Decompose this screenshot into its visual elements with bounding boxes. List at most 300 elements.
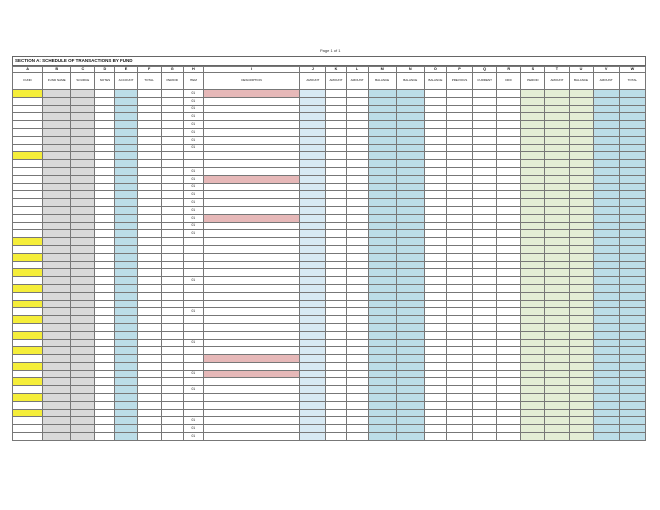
table-cell (424, 230, 446, 238)
table-cell (346, 331, 368, 339)
table-cell (95, 331, 115, 339)
table-row (13, 300, 646, 308)
amount-value-cell (545, 409, 569, 417)
table-cell (161, 339, 183, 347)
description-cell (203, 308, 299, 316)
table-body (13, 90, 646, 441)
item-cell: 01 (183, 214, 203, 222)
table-cell (446, 167, 472, 175)
table-cell (95, 300, 115, 308)
table-cell (71, 105, 95, 113)
column-header: DESCRIPTION (203, 73, 299, 90)
table-cell (424, 323, 446, 331)
balance-cell (368, 378, 396, 386)
table-row (13, 206, 646, 214)
total-cell (619, 97, 645, 105)
table-cell (71, 253, 95, 261)
period-value-cell (521, 152, 545, 160)
table-cell (473, 222, 497, 230)
table-cell (161, 362, 183, 370)
amount-total-cell (593, 97, 619, 105)
table-cell (396, 308, 424, 316)
balance-cell (368, 362, 396, 370)
table-cell (95, 238, 115, 246)
description-cell (203, 339, 299, 347)
amount-cell (300, 152, 326, 160)
fund-cell (13, 152, 43, 160)
table-cell (446, 269, 472, 277)
table-cell (446, 160, 472, 168)
period-value-cell (521, 199, 545, 207)
period-cell (137, 183, 161, 191)
column-letter: W (619, 67, 645, 73)
item-cell (183, 331, 203, 339)
table-cell (115, 105, 137, 113)
diff-cell (497, 175, 521, 183)
column-header: ITEM (183, 73, 203, 90)
balance-value-cell (569, 136, 593, 144)
table-cell (115, 90, 137, 98)
period-cell (137, 394, 161, 402)
item-cell: 01 (183, 128, 203, 136)
table-cell (446, 97, 472, 105)
table-cell (446, 316, 472, 324)
table-cell (473, 323, 497, 331)
table-cell (161, 199, 183, 207)
balance-value-cell (569, 90, 593, 98)
table-cell (446, 347, 472, 355)
amount-cell (300, 183, 326, 191)
description-cell (203, 160, 299, 168)
table-cell (473, 331, 497, 339)
column-header: FUND NAME (43, 73, 71, 90)
table-cell (71, 167, 95, 175)
description-cell (203, 230, 299, 238)
description-cell (203, 300, 299, 308)
table-cell (326, 245, 346, 253)
period-cell (137, 222, 161, 230)
table-cell (95, 97, 115, 105)
table-cell (473, 409, 497, 417)
table-cell (346, 230, 368, 238)
table-cell (95, 261, 115, 269)
table-cell (473, 339, 497, 347)
balance-value-cell (569, 191, 593, 199)
table-cell (326, 128, 346, 136)
period-value-cell (521, 339, 545, 347)
amount-cell (300, 355, 326, 363)
table-cell (473, 105, 497, 113)
item-cell (183, 355, 203, 363)
table-cell (446, 323, 472, 331)
table-cell (446, 401, 472, 409)
table-cell (71, 394, 95, 402)
column-header: SOURCE (71, 73, 95, 90)
item-cell (183, 269, 203, 277)
table-cell (396, 417, 424, 425)
total-cell (619, 238, 645, 246)
period-value-cell (521, 183, 545, 191)
amount-value-cell (545, 97, 569, 105)
table-cell (161, 136, 183, 144)
diff-cell (497, 370, 521, 378)
table-row (13, 183, 646, 191)
description-cell (203, 269, 299, 277)
fund-cell (13, 167, 43, 175)
item-cell: 01 (183, 417, 203, 425)
balance-value-cell (569, 253, 593, 261)
balance-cell (368, 230, 396, 238)
table-row (13, 323, 646, 331)
amount-value-cell (545, 160, 569, 168)
table-cell (473, 362, 497, 370)
period-value-cell (521, 128, 545, 136)
table-cell (71, 339, 95, 347)
amount-value-cell (545, 277, 569, 285)
table-cell (161, 144, 183, 152)
amount-total-cell (593, 175, 619, 183)
amount-value-cell (545, 121, 569, 129)
amount-total-cell (593, 331, 619, 339)
table-cell (161, 323, 183, 331)
table-cell (43, 121, 71, 129)
amount-total-cell (593, 347, 619, 355)
table-cell (326, 316, 346, 324)
table-cell (346, 144, 368, 152)
table-cell (346, 245, 368, 253)
period-cell (137, 253, 161, 261)
table-cell (115, 417, 137, 425)
table-row (13, 261, 646, 269)
table-cell (115, 401, 137, 409)
table-cell (396, 121, 424, 129)
column-letter: P (446, 67, 472, 73)
amount-cell (300, 238, 326, 246)
table-row (13, 113, 646, 121)
table-cell (424, 362, 446, 370)
table-cell (396, 214, 424, 222)
amount-value-cell (545, 284, 569, 292)
period-value-cell (521, 261, 545, 269)
table-cell (396, 105, 424, 113)
table-row (13, 417, 646, 425)
table-cell (326, 199, 346, 207)
table-cell (446, 433, 472, 441)
balance-value-cell (569, 292, 593, 300)
table-cell (396, 90, 424, 98)
column-letter: E (115, 67, 137, 73)
balance-value-cell (569, 144, 593, 152)
table-row (13, 160, 646, 168)
table-cell (396, 362, 424, 370)
amount-total-cell (593, 113, 619, 121)
column-header: PERIOD (521, 73, 545, 90)
balance-cell (368, 206, 396, 214)
table-cell (71, 214, 95, 222)
table-cell (396, 425, 424, 433)
fund-cell (13, 417, 43, 425)
period-cell (137, 144, 161, 152)
table-row (13, 277, 646, 285)
table-cell (115, 238, 137, 246)
table-cell (446, 292, 472, 300)
table-cell (71, 128, 95, 136)
amount-total-cell (593, 269, 619, 277)
balance-cell (368, 277, 396, 285)
period-value-cell (521, 355, 545, 363)
period-cell (137, 331, 161, 339)
table-cell (71, 277, 95, 285)
diff-cell (497, 386, 521, 394)
page-header-center: Page 1 of 1 (320, 48, 341, 53)
table-cell (115, 284, 137, 292)
period-value-cell (521, 253, 545, 261)
item-cell: 01 (183, 191, 203, 199)
item-cell (183, 261, 203, 269)
period-value-cell (521, 425, 545, 433)
table-cell (473, 113, 497, 121)
table-cell (161, 238, 183, 246)
amount-cell (300, 394, 326, 402)
table-cell (446, 308, 472, 316)
table-cell (424, 308, 446, 316)
total-cell (619, 331, 645, 339)
amount-value-cell (545, 339, 569, 347)
diff-cell (497, 355, 521, 363)
amount-total-cell (593, 206, 619, 214)
table-cell (71, 90, 95, 98)
table-cell (115, 394, 137, 402)
table-row (13, 253, 646, 261)
table-cell (473, 238, 497, 246)
amount-value-cell (545, 245, 569, 253)
amount-total-cell (593, 199, 619, 207)
total-cell (619, 284, 645, 292)
table-cell (326, 160, 346, 168)
table-cell (473, 175, 497, 183)
table-cell (346, 433, 368, 441)
table-cell (71, 284, 95, 292)
table-cell (161, 292, 183, 300)
diff-cell (497, 128, 521, 136)
balance-value-cell (569, 214, 593, 222)
period-value-cell (521, 245, 545, 253)
table-cell (95, 160, 115, 168)
table-cell (446, 362, 472, 370)
item-cell (183, 347, 203, 355)
diff-cell (497, 409, 521, 417)
fund-cell (13, 370, 43, 378)
table-cell (446, 394, 472, 402)
table-cell (115, 136, 137, 144)
fund-cell (13, 300, 43, 308)
description-cell (203, 97, 299, 105)
period-cell (137, 300, 161, 308)
table-cell (473, 401, 497, 409)
amount-cell (300, 105, 326, 113)
table-cell (71, 113, 95, 121)
table-cell (396, 238, 424, 246)
table-cell (161, 222, 183, 230)
table-cell (115, 97, 137, 105)
table-cell (396, 136, 424, 144)
amount-total-cell (593, 316, 619, 324)
table-row (13, 175, 646, 183)
table-cell (43, 238, 71, 246)
table-cell (446, 300, 472, 308)
table-cell (396, 347, 424, 355)
table-row (13, 238, 646, 246)
period-cell (137, 339, 161, 347)
table-cell (473, 386, 497, 394)
period-value-cell (521, 97, 545, 105)
balance-cell (368, 214, 396, 222)
table-row (13, 433, 646, 441)
table-cell (95, 394, 115, 402)
table-cell (424, 206, 446, 214)
column-letter: G (161, 67, 183, 73)
report-title-bar (12, 56, 646, 66)
period-value-cell (521, 292, 545, 300)
table-cell (161, 308, 183, 316)
amount-total-cell (593, 160, 619, 168)
amount-value-cell (545, 331, 569, 339)
amount-cell (300, 269, 326, 277)
column-letter: A (13, 67, 43, 73)
table-cell (473, 433, 497, 441)
table-cell (95, 191, 115, 199)
table-cell (396, 128, 424, 136)
table-cell (424, 113, 446, 121)
amount-cell (300, 401, 326, 409)
table-cell (473, 230, 497, 238)
balance-value-cell (569, 238, 593, 246)
amount-cell (300, 144, 326, 152)
table-cell (161, 394, 183, 402)
column-letter: I (203, 67, 299, 73)
balance-value-cell (569, 300, 593, 308)
table-cell (71, 183, 95, 191)
table-cell (346, 167, 368, 175)
table-row (13, 167, 646, 175)
period-cell (137, 199, 161, 207)
amount-value-cell (545, 214, 569, 222)
period-value-cell (521, 160, 545, 168)
table-cell (446, 175, 472, 183)
amount-value-cell (545, 355, 569, 363)
column-header: AMOUNT (593, 73, 619, 90)
balance-cell (368, 269, 396, 277)
balance-value-cell (569, 269, 593, 277)
total-cell (619, 90, 645, 98)
total-cell (619, 308, 645, 316)
item-cell: 01 (183, 144, 203, 152)
table-cell (115, 308, 137, 316)
table-cell (115, 152, 137, 160)
table-cell (473, 121, 497, 129)
description-cell (203, 144, 299, 152)
amount-cell (300, 300, 326, 308)
table-cell (161, 300, 183, 308)
table-cell (71, 362, 95, 370)
table-cell (346, 425, 368, 433)
table-row (13, 378, 646, 386)
amount-cell (300, 261, 326, 269)
table-cell (43, 284, 71, 292)
table-cell (446, 128, 472, 136)
amount-cell (300, 433, 326, 441)
table-cell (71, 347, 95, 355)
table-cell (346, 386, 368, 394)
total-cell (619, 245, 645, 253)
item-cell: 01 (183, 113, 203, 121)
table-cell (326, 105, 346, 113)
amount-cell (300, 417, 326, 425)
total-cell (619, 214, 645, 222)
table-cell (43, 191, 71, 199)
item-cell: 01 (183, 121, 203, 129)
description-cell (203, 128, 299, 136)
table-row (13, 425, 646, 433)
diff-cell (497, 417, 521, 425)
balance-value-cell (569, 284, 593, 292)
balance-value-cell (569, 386, 593, 394)
table-cell (424, 214, 446, 222)
table-cell (71, 300, 95, 308)
description-cell (203, 386, 299, 394)
table-cell (396, 222, 424, 230)
amount-value-cell (545, 323, 569, 331)
table-cell (446, 144, 472, 152)
period-value-cell (521, 417, 545, 425)
period-value-cell (521, 300, 545, 308)
table-cell (346, 97, 368, 105)
table-cell (161, 90, 183, 98)
amount-total-cell (593, 105, 619, 113)
table-cell (115, 121, 137, 129)
fund-cell (13, 97, 43, 105)
table-cell (115, 331, 137, 339)
fund-cell (13, 261, 43, 269)
description-cell (203, 433, 299, 441)
period-cell (137, 433, 161, 441)
amount-cell (300, 316, 326, 324)
balance-value-cell (569, 401, 593, 409)
period-value-cell (521, 347, 545, 355)
description-cell (203, 105, 299, 113)
period-cell (137, 370, 161, 378)
amount-value-cell (545, 144, 569, 152)
balance-cell (368, 222, 396, 230)
fund-cell (13, 323, 43, 331)
table-row (13, 128, 646, 136)
table-cell (473, 425, 497, 433)
table-row (13, 362, 646, 370)
column-name-row (13, 73, 646, 90)
balance-value-cell (569, 245, 593, 253)
table-cell (326, 121, 346, 129)
amount-value-cell (545, 167, 569, 175)
table-cell (446, 386, 472, 394)
table-cell (424, 355, 446, 363)
table-cell (424, 152, 446, 160)
amount-cell (300, 222, 326, 230)
amount-cell (300, 378, 326, 386)
total-cell (619, 269, 645, 277)
balance-cell (368, 238, 396, 246)
table-cell (396, 277, 424, 285)
table-cell (396, 316, 424, 324)
